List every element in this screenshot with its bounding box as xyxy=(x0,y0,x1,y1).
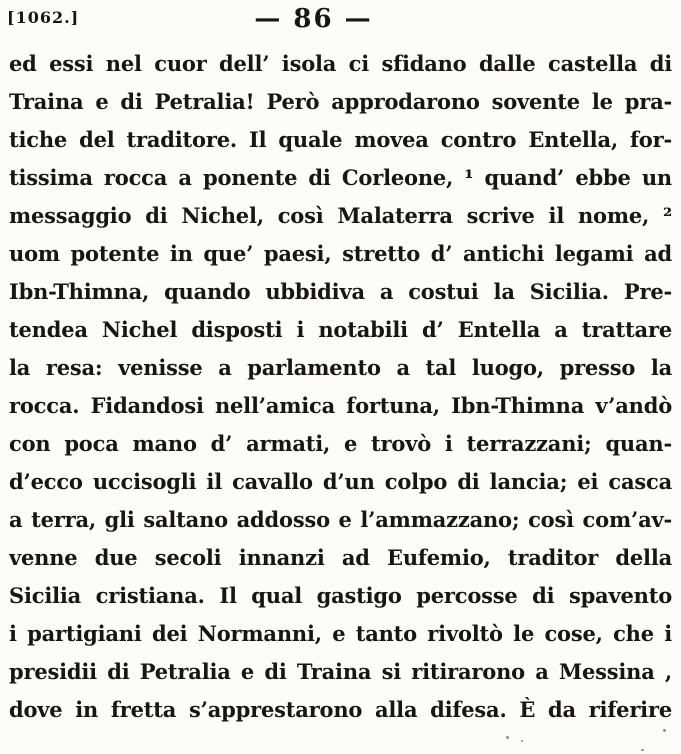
text-line: venne due secoli innanzi ad Eufemio, traditor della xyxy=(9,545,672,570)
text-line: tissima rocca a ponente di Corleone, ¹ quand’ ebbe un xyxy=(9,165,672,190)
text-line: Ibn-Thimna, quando ubbidiva a costui la Sicilia. Pre- xyxy=(9,279,672,304)
text-line: a terra, gli saltano addosso e l’ammazzano; così com’av- xyxy=(9,507,672,532)
text-line: tendea Nichel disposti i notabili d’ Entella a trattare xyxy=(9,317,672,342)
margin-year-annotation: [1062.] xyxy=(7,8,80,27)
text-line: la resa: venisse a parlamento a tal luogo, presso la xyxy=(9,355,672,380)
page-number: — 86 — xyxy=(254,4,373,34)
text-line: messaggio di Nichel, così Malaterra scrive il nome, ² xyxy=(9,203,672,228)
text-line: ed essi nel cuor dell’ isola ci sfidano dalle castella di xyxy=(9,51,672,76)
text-line: con poca mano d’ armati, e trovò i terrazzani; quan- xyxy=(9,431,672,456)
text-line: d’ecco uccisogli il cavallo d’un colpo di lancia; ei casca xyxy=(9,469,672,494)
ink-speck xyxy=(506,736,509,739)
text-line: Sicilia cristiana. Il qual gastigo percosse di spavento xyxy=(9,583,672,608)
ink-speck xyxy=(641,749,644,751)
text-line: i partigiani dei Normanni, e tanto rivoltò le cose, che i xyxy=(9,621,672,646)
text-line: dove in fretta s’apprestarono alla difesa. È da riferire xyxy=(9,697,672,722)
text-line: presidii di Petralia e di Traina si ritirarono a Messina , xyxy=(9,659,672,684)
text-line: tiche del traditore. Il quale movea contro Entella, for- xyxy=(9,127,672,152)
text-line: rocca. Fidandosi nell’amica fortuna, Ibn-Thimna v’andò xyxy=(9,393,672,418)
ink-speck xyxy=(521,740,523,742)
text-line: Traina e di Petralia! Però approdarono sovente le pra- xyxy=(9,89,672,114)
ink-speck xyxy=(663,729,666,732)
text-line: uom potente in que’ paesi, stretto d’ antichi legami ad xyxy=(9,241,672,266)
body-text xyxy=(9,45,672,729)
